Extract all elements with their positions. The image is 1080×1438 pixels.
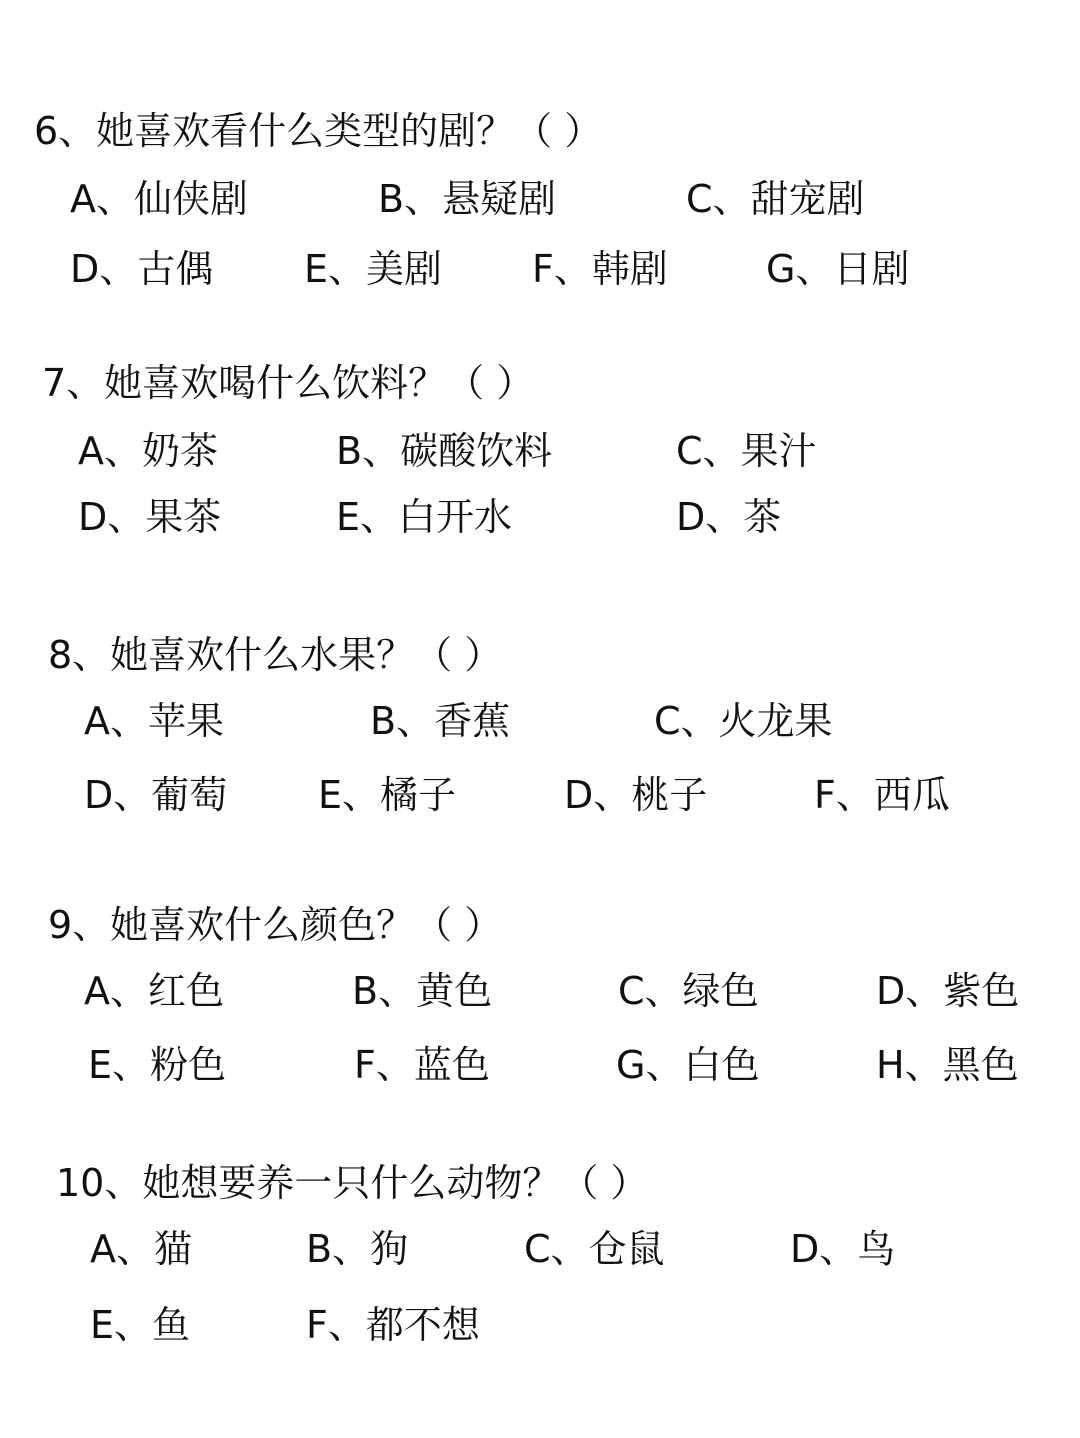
question-8-option-d[interactable]: D、葡萄 [84,773,228,817]
question-9-option-d[interactable]: D、紫色 [876,969,1020,1013]
question-7-option-d[interactable]: D、果茶 [78,495,222,539]
question-9-option-g[interactable]: G、白色 [616,1043,760,1087]
question-7-title: 7、她喜欢喝什么饮料？（ ） [42,361,535,405]
question-8-option-a[interactable]: A、苹果 [84,699,224,743]
question-6-option-b[interactable]: B、悬疑剧 [378,177,557,221]
question-9-option-f[interactable]: F、蓝色 [354,1043,490,1087]
question-7-option-f[interactable]: D、茶 [676,495,782,539]
question-8-option-c[interactable]: C、火龙果 [654,699,833,743]
question-9-option-a[interactable]: A、红色 [84,969,224,1013]
question-6-option-a[interactable]: A、仙侠剧 [70,177,248,221]
question-8-option-d2[interactable]: D、桃子 [564,773,708,817]
question-10-option-d[interactable]: D、鸟 [790,1227,896,1271]
question-10-option-e[interactable]: E、鱼 [90,1303,191,1347]
question-6-option-d[interactable]: D、古偶 [70,247,214,291]
question-8-option-b[interactable]: B、香蕉 [370,699,511,743]
question-9-option-c[interactable]: C、绿色 [618,969,759,1013]
question-10-option-c[interactable]: C、仓鼠 [524,1227,665,1271]
question-7-option-c[interactable]: C、果汁 [676,429,817,473]
question-9-title: 9、她喜欢什么颜色？（ ） [48,903,503,947]
question-6-option-f[interactable]: F、韩剧 [532,247,668,291]
question-7-option-b[interactable]: B、碳酸饮料 [336,429,553,473]
question-10-option-a[interactable]: A、猫 [90,1227,192,1271]
question-10-option-f[interactable]: F、都不想 [306,1303,480,1347]
question-9-option-b[interactable]: B、黄色 [352,969,493,1013]
question-6-title: 6、她喜欢看什么类型的剧？（ ） [34,109,603,153]
question-9-option-h[interactable]: H、黑色 [876,1043,1019,1087]
question-8-option-e[interactable]: E、橘子 [318,773,457,817]
question-6-option-e[interactable]: E、美剧 [304,247,443,291]
question-6-option-g[interactable]: G、日剧 [766,247,910,291]
question-10-option-b[interactable]: B、狗 [306,1227,409,1271]
question-7-option-e[interactable]: E、白开水 [336,495,513,539]
question-8-title: 8、她喜欢什么水果？（ ） [48,633,503,677]
question-7-option-a[interactable]: A、奶茶 [78,429,218,473]
question-10-title: 10、她想要养一只什么动物？（ ） [56,1161,649,1205]
question-8-option-f[interactable]: F、西瓜 [814,773,950,817]
question-9-option-e[interactable]: E、粉色 [88,1043,227,1087]
question-6-option-c[interactable]: C、甜宠剧 [686,177,865,221]
